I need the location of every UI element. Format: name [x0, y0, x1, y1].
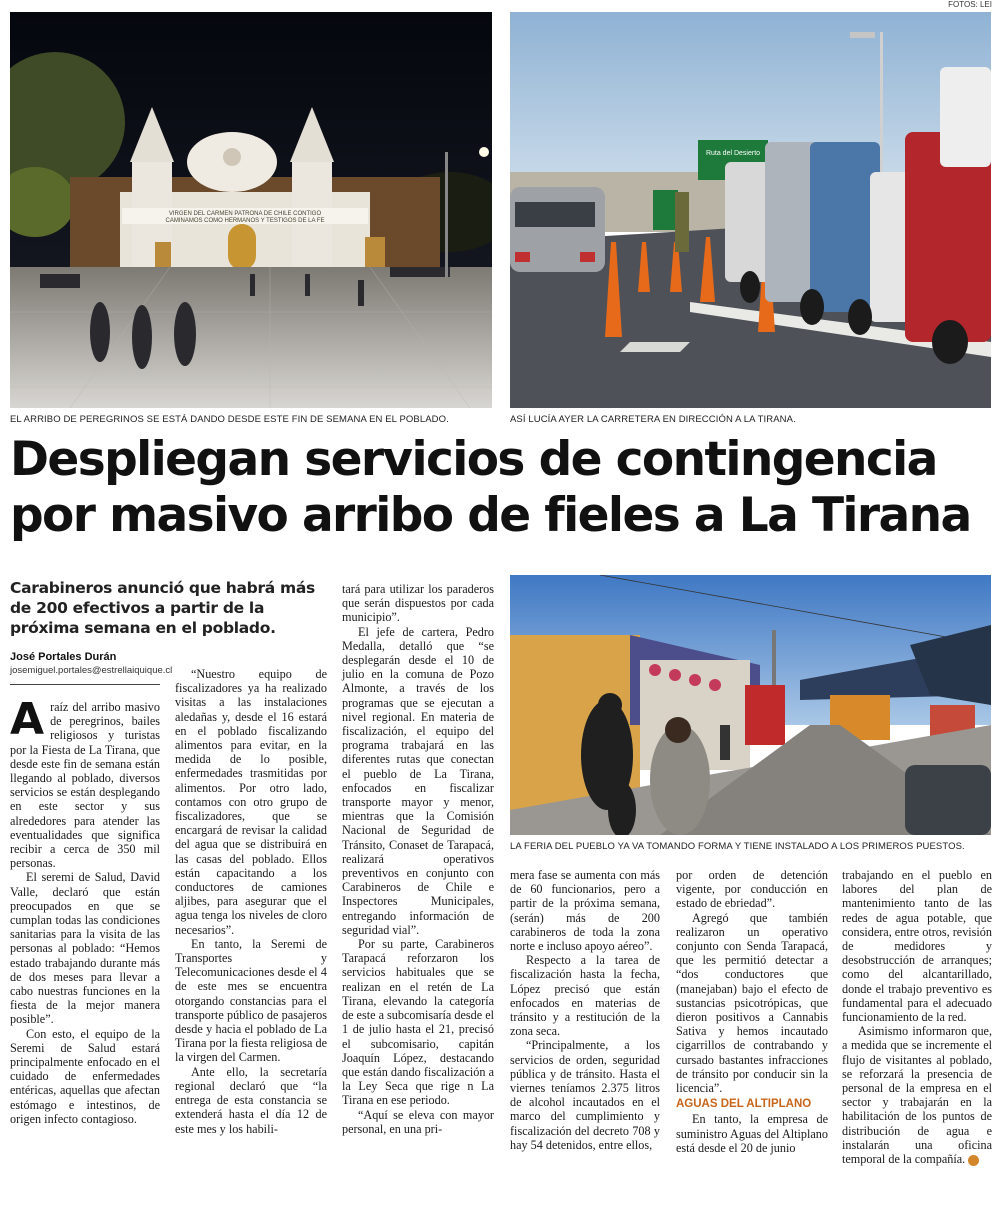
article-column-6: [842, 868, 992, 1166]
article-paragraph: El jefe de cartera, Pedro Medalla, detalló que “se desplegarán desde el 10 de julio en la comuna de Pozo Almonte, a través de los programas que se ejecutan a nivel regional. En materia de fiscalización, el equipo del programa trabajará en las diferentes rutas que conectan el pueblo de La Tirana, enfocados en fiscalizar transporte mayor y menor, mientras que la Comisión Nacional de Seguridad de Tránsito, Conaset de Tarapacá, realizará operativos preventivos en conjunto con Carabineros de Chile e Inspectores Municipales, entregando información de seguridad vial”.: [342, 624, 494, 937]
article-column-2: [175, 667, 327, 1136]
article-paragraph: trabajando en el pueblo en labores del plan de mantenimiento tanto de las redes de agua potable, que considera, entre otros, revisión de medidores y desobstrucción de arranques; como del alcantarillado, donde el trabajo preventivo es fundamental para el adecuado funcionamiento de la red.: [842, 868, 992, 1025]
market-photo: [510, 575, 991, 835]
drop-cap: A: [10, 694, 45, 745]
road-photo-caption: ASÍ LUCÍA AYER LA CARRETERA EN DIRECCIÓN A LA TIRANA.: [510, 414, 796, 425]
article-paragraph: Respecto a la tarea de fiscalización hasta la fecha, López precisó que están enfocados en materias de tránsito y a restitución de la zona seca.: [510, 953, 660, 1039]
article-paragraph: Agregó que también realizaron un operativo conjunto con Senda Tarapacá, que les permitió detectar a “dos conductores que (manejaban) bajo el efecto de sustancias psicotrópicas, que dieron positivos a Cannabis Sativa y hemos incautado cigarrillos de contrabando y cursado bastantes infracciones de tránsito por conducir sin la licencia”.: [676, 910, 828, 1096]
section-subhead: AGUAS DEL ALTIPLANO: [676, 1098, 812, 1111]
road-photo: [510, 12, 991, 408]
photo-credit: FOTOS: LEI: [948, 0, 992, 9]
headline-line-1: Despliegan servicios de contingencia: [10, 432, 937, 487]
paragraph-text: Asimismo informaron que, a medida que se incremente el flujo de visitantes al poblado, se reforzará la presencia de personal de la empresa en el sector y trabajarán en la habilitación de los puntos de distribución de agua e instalarán una oficina temporal de la compañía.: [842, 1024, 992, 1167]
article-paragraph: [10, 694, 160, 871]
article-paragraph: “Principalmente, a los servicios de orden, seguridad pública y de tránsito. Hasta el viernes teníamos 2.375 litros de alcohol incautados en el marco del cumplimiento y fiscalización del decreto 708 y hay 54 detenidos, entre ellos,: [510, 1038, 660, 1152]
article-paragraph: Con esto, el equipo de la Seremi de Salud estará principalmente enfocado en el cuidado de enfermedades entéricas, aquellas que afectan estómago e intestinos, de origen infecto contagioso.: [10, 1026, 160, 1126]
church-photo-caption: EL ARRIBO DE PEREGRINOS SE ESTÁ DANDO DESDE ESTE FIN DE SEMANA EN EL POBLADO.: [10, 414, 449, 425]
byline: [10, 651, 173, 676]
article-paragraph: El seremi de Salud, David Valle, declaró que están preocupados en que se cumplan todas las condiciones sanitarias para la visita de las personas al poblado: “Hemos estado trabajando durante más de dos meses para llevar a cabo nuestras funciones en la fiesta de la mejor manera posible”.: [10, 870, 160, 1027]
facade-text-1: VIRGEN DEL CARMEN PATRONA DE CHILE CONTIGO: [168, 211, 322, 217]
article-paragraph: Por su parte, Carabineros Tarapacá reforzaron los servicios habituales que se realizan en el retén de La Tirana, elevando la categoría de este a subcomisaría desde el 1 de julio hasta el 21, precisó el subcomisario, capitán Joaquín López, destacando que están dando fiscalización a la Ley Seca que rige n La Tirana en ese periodo.: [342, 937, 494, 1108]
headline: [10, 432, 995, 544]
article-paragraph: En tanto, la empresa de suministro Aguas del Altiplano está desde el 20 de junio: [676, 1112, 828, 1155]
article-paragraph: En tanto, la Seremi de Transportes y Telecomunicaciones desde el 4 de este mes se encuentra otorgando constancias para el transporte público de pasajeros desde y hacia el poblado de La Tirana por la fiesta religiosa de la virgen del Carmen.: [175, 936, 327, 1065]
byline-divider: [10, 684, 160, 685]
article-paragraph: “Aquí se eleva con mayor personal, en una pri-: [342, 1107, 494, 1136]
byline-email: josemiguel.portales@estrellaiquique.cl: [10, 665, 173, 676]
road-sign-text: Ruta del Desierto: [705, 150, 761, 157]
paragraph-text: raíz del arribo masivo de peregrinos, bailes religiosos y turistas por la Fiesta de La Tirana, que desde este fin de semana están llegando al poblado, diversos servicios se están desplegando en este sector y sus alrededores para atender las eventualidades que significa recibir a cerca de 350 mil personas.: [10, 700, 160, 871]
byline-author: José Portales Durán: [10, 651, 117, 663]
article-column-1: [10, 694, 160, 1126]
end-of-article-icon: [968, 1155, 979, 1166]
facade-text-2: CAMINAMOS COMO HERMANOS Y TESTIGOS DE LA FE: [165, 218, 325, 224]
article-paragraph: tará para utilizar los paraderos que serán dispuestos por cada municipio”.: [342, 582, 494, 625]
article-paragraph: Ante ello, la secretaría regional declaró que “la entrega de esta constancia se extenderá hasta el día 12 de este mes y los habili-: [175, 1064, 327, 1136]
article-paragraph: mera fase se aumenta con más de 60 funcionarios, pero a partir de la próxima semana, (serán) más de 200 carabineros de toda la zona norte e incluso apoyo aéreo”.: [510, 868, 660, 954]
article-column-3: [342, 582, 494, 1136]
deck: Carabineros anunció que habrá más de 200 efectivos a partir de la próxima semana en el poblado.: [10, 579, 315, 637]
headline-line-2: por masivo arribo de fieles a La Tirana: [10, 488, 971, 543]
church-photo: [10, 12, 492, 408]
article-paragraph: [842, 1024, 992, 1166]
article-paragraph: “Nuestro equipo de fiscalizadores ya ha realizado visitas a las instalaciones aledañas y, desde el 16 estará en el poblado fiscalizando alimentos para evitar, en la medida de lo posible, enfermedades trasmitidas por alimentos. Por otro lado, contamos con otro grupo de fiscalizadores, que se encargará de revisar la calidad del agua que se distribuirá en las casas del poblado. Ellos están capacitando a los conductores de camiones aljibes, para asegurar que el agua tenga los niveles de cloro necesarios”.: [175, 667, 327, 937]
article-column-4: [510, 868, 660, 1152]
article-column-5: [676, 868, 828, 1155]
article-paragraph: por orden de detención vigente, por conducción en estado de ebriedad”.: [676, 868, 828, 911]
market-photo-caption: LA FERIA DEL PUEBLO YA VA TOMANDO FORMA Y TIENE INSTALADO A LOS PRIMEROS PUESTOS.: [510, 841, 965, 852]
